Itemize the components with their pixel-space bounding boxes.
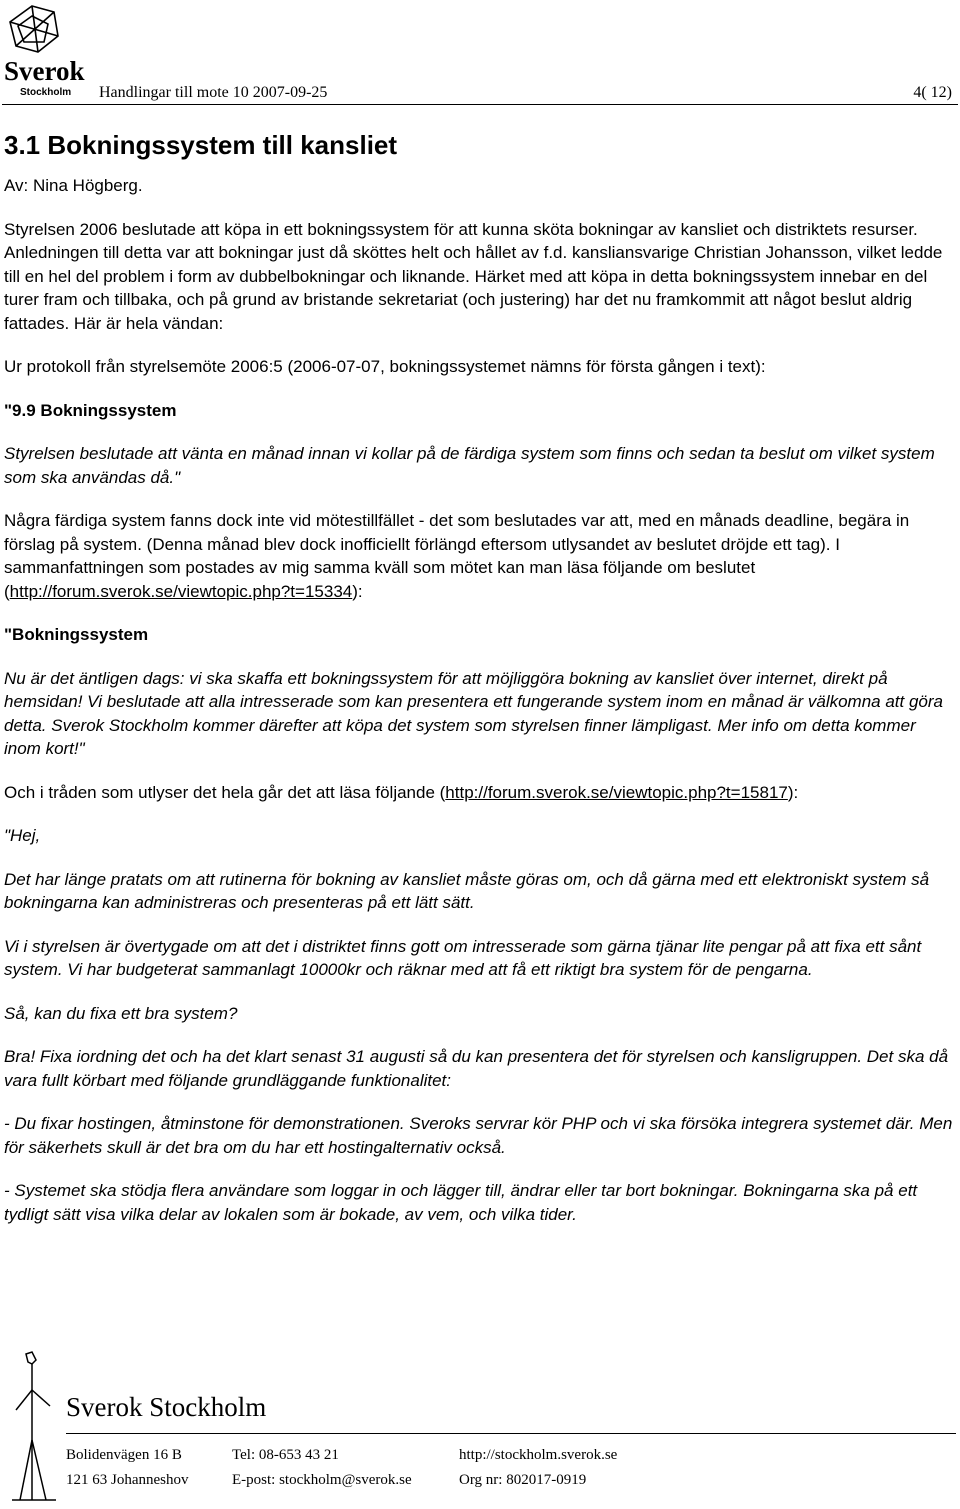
- paragraph-background-text: Några färdiga system fanns dock inte vid mötestillfället - det som beslutades var att, med en månads deadline, begära in förslag på system. (Denna månad blev dock inofficiellt förlängd eftersom utlysandet av beslutet dröjde ett tag). I sammanfattningen som postades av mig samma kväll som mötet kan man läsa följande om beslutet (: [4, 511, 910, 601]
- paragraph-background: [4, 509, 954, 603]
- paragraph-thread: [4, 781, 954, 805]
- paragraph-protocol-ref: Ur protokoll från styrelsemöte 2006:5 (2006-07-07, bokningssystemet nämns för första gången i text):: [4, 357, 766, 376]
- paragraph-thread-text: Och i tråden som utlyser det hela går det att läsa följande (: [4, 782, 446, 802]
- quote3-paragraph-1: Det har länge pratats om att rutinerna för bokning av kansliet måste göras om, och då gärna med ett elektroniskt system så bokningarna kan administreras och presenteras på ett lätt sätt.: [4, 869, 930, 912]
- quote3-paragraph-3: Så, kan du fixa ett bra system?: [4, 1003, 238, 1023]
- footer-website[interactable]: http://stockholm.sverok.se: [459, 1447, 618, 1463]
- logo-text: Sverok: [4, 56, 85, 86]
- footer-divider: [66, 1433, 956, 1434]
- footer-address-1: Bolidenvägen 16 B: [66, 1447, 182, 1463]
- quote2-heading: "Bokningssystem: [4, 625, 149, 644]
- quote3-paragraph-4: Bra! Fixa iordning det och ha det klart senast 31 augusti så du kan presentera det för styrelsen och kansligruppen. Det ska då vara fullt körbart med följande grundläggande funktionalitet:: [4, 1047, 949, 1090]
- sverok-logo: [2, 2, 94, 102]
- author-line: Av: Nina Högberg.: [4, 176, 143, 195]
- section-title: 3.1 Bokningssystem till kansliet: [4, 130, 398, 160]
- quote3-paragraph-2: Vi i styrelsen är övertygade om att det i distriktet finns gott om intresserade som gärna tjänar lite pengar på att fixa ett sånt system. Vi har budgeterat sammanlagt 10000kr och räknar med att få ett riktigt bra system för de pengarna.: [4, 936, 922, 979]
- paragraph-intro: Styrelsen 2006 beslutade att köpa in ett bokningssystem för att kunna sköta bokningar av kansliet och distriktets resurser. Anledningen till detta var att bokningar just då sköttes helt och hållet av f.d. kansliansvarige Christian Johansson, vilket ledde till en hel del problem i form av dubbelbokningar och liknande. Härket med att köpa in detta bokningssystem innebar en del turer fram och tillbaka, och på grund av bristande sekretariat (och justering) har det nu framkommit att något beslut aldrig fattades. Här är hela vändan:: [4, 219, 943, 333]
- forum-link-15817[interactable]: http://forum.sverok.se/viewtopic.php?t=15817: [445, 782, 788, 802]
- quote3-greeting: "Hej,: [4, 826, 41, 845]
- paragraph-background-end: ):: [352, 581, 363, 601]
- quote3-paragraph-6: - Systemet ska stödja flera användare som loggar in och lägger till, ändrar eller tar bort bokningar. Bokningarna ska på ett tydligt sätt visa vilka delar av lokalen som är bokade, av vem, och vilka tider.: [4, 1181, 918, 1224]
- quote2-body: Nu är det äntligen dags: vi ska skaffa ett bokningssystem för att möjliggöra bokning av kansliet över internet, direkt på hemsidan! Vi beslutade att alla intresserade som kan presentera ett fungerande system inom en månad är välkomna att göra detta. Sverok Stockholm kommer därefter att köpa det system som styrelsen finner lämpligast. Mer info om detta kommer inom kort!": [4, 668, 943, 758]
- document-body: [4, 128, 954, 1226]
- document-header-title: Handlingar till mote 10 2007-09-25: [99, 84, 328, 101]
- paragraph-thread-end: ):: [787, 782, 799, 802]
- forum-link-15334[interactable]: http://forum.sverok.se/viewtopic.php?t=15334: [9, 581, 353, 601]
- footer-org-number: Org nr: 802017-0919: [459, 1472, 587, 1488]
- footer-phone: Tel: 08-653 43 21: [232, 1447, 339, 1463]
- quote3-paragraph-5: - Du fixar hostingen, åtminstone för demonstrationen. Sveroks servrar kör PHP och vi ska försöka integrera systemet där. Men för säkerhets skull är det bra om du har ett hostingalternativ också.: [4, 1114, 953, 1157]
- footer-figure-logo: [6, 1350, 62, 1506]
- page-number: 4( 12): [913, 84, 952, 101]
- footer-org-name: Sverok Stockholm: [66, 1392, 267, 1422]
- quote1-body: Styrelsen beslutade att vänta en månad innan vi kollar på de färdiga system som finns och sedan ta beslut om vilket system som ska användas då.": [4, 444, 935, 487]
- header-divider: [2, 104, 958, 105]
- quote1-heading: "9.9 Bokningssystem: [4, 400, 177, 420]
- footer-address-2: 121 63 Johanneshov: [66, 1472, 189, 1488]
- logo-subtext: Stockholm: [20, 87, 72, 98]
- footer-email[interactable]: E-post: stockholm@sverok.se: [232, 1472, 412, 1488]
